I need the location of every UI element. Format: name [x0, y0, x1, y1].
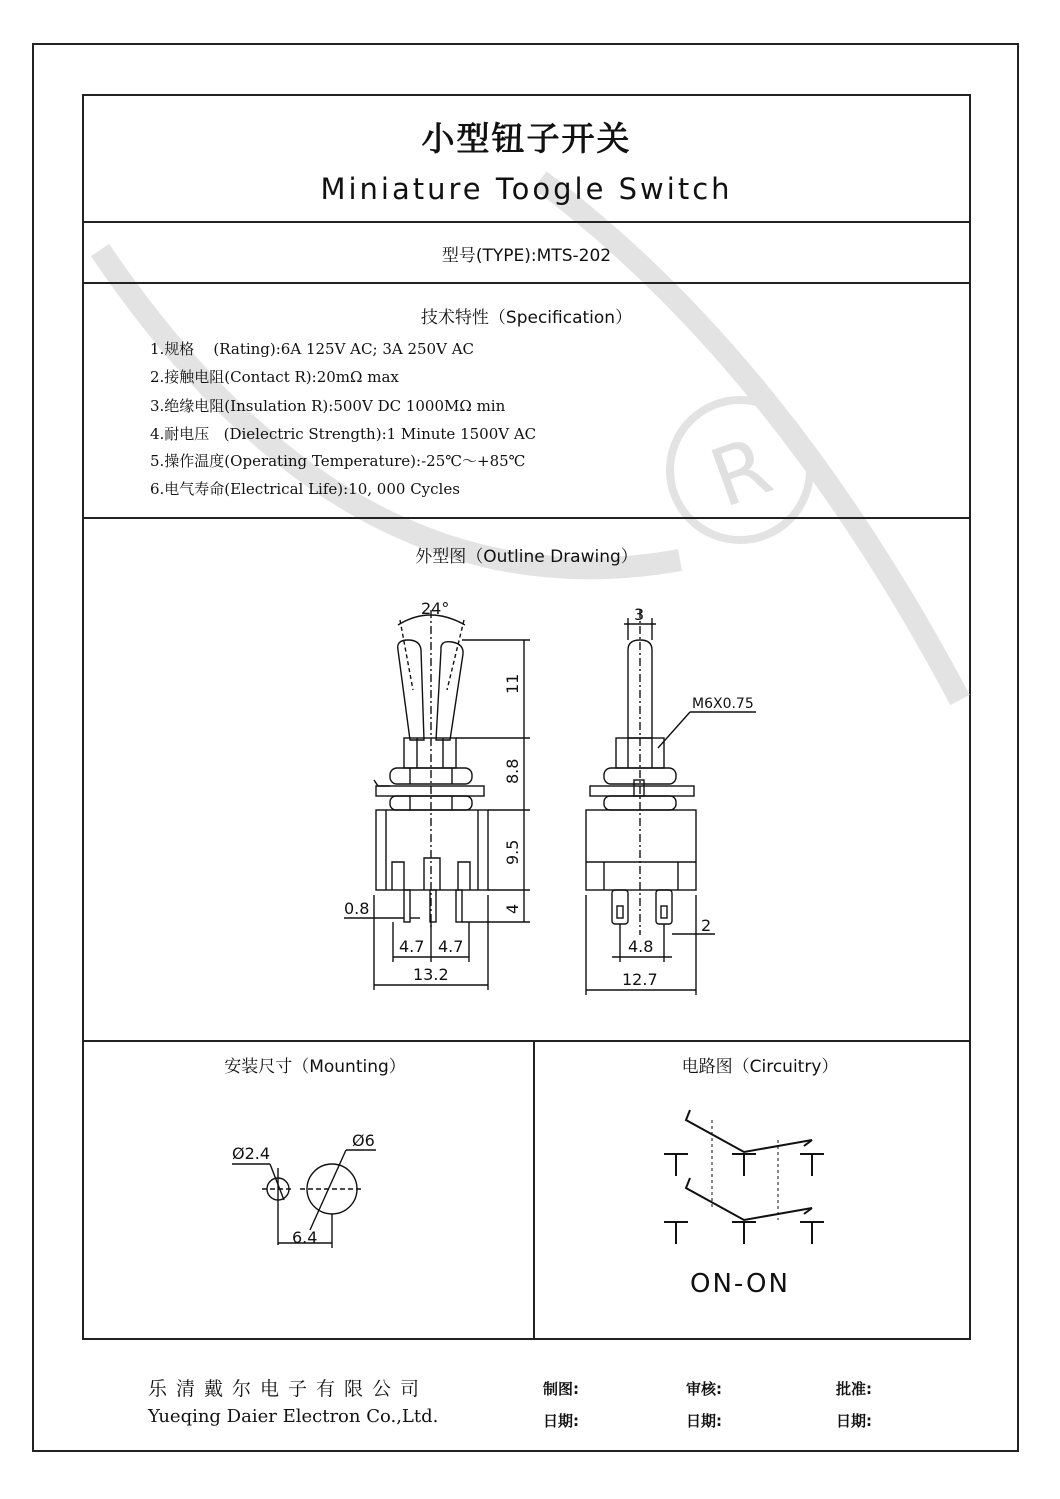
spec-contact-r: 2.接触电阻(Contact R):20mΩ max	[150, 368, 399, 386]
company-name-chinese: 乐清戴尔电子有限公司	[148, 1378, 429, 1400]
spec-life: 6.电气寿命(Electrical Life):10, 000 Cycles	[150, 480, 460, 498]
dim-thread: M6X0.75	[692, 696, 754, 712]
dim-pitch-right: 4.7	[438, 937, 464, 956]
spec-insulation-r: 3.绝缘电阻(Insulation R):500V DC 1000MΩ min	[150, 397, 506, 415]
dim-pin-height: 4	[503, 903, 522, 914]
type-label: 型号(TYPE):MTS-202	[441, 246, 612, 266]
circuit-heading: 电路图（Circuitry）	[681, 1057, 839, 1077]
dim-pitch-side: 4.8	[628, 937, 654, 956]
dim-lever-width: 3	[634, 605, 645, 624]
dim-pin-thickness: 2	[701, 916, 712, 935]
approved-by-label: 批准:	[836, 1380, 872, 1398]
checked-by-label: 审核:	[686, 1380, 722, 1398]
dim-pin-width: 0.8	[344, 899, 370, 918]
date-drawn-label: 日期:	[543, 1412, 579, 1430]
spec-dielectric: 4.耐电压 (Dielectric Strength):1 Minute 1500V AC	[150, 425, 537, 443]
circuit-label: ON-ON	[690, 1269, 790, 1299]
dim-side-width: 12.7	[622, 970, 658, 989]
date-approved-label: 日期:	[836, 1412, 872, 1430]
registered-mark-letter: R	[698, 419, 783, 526]
title-english: Miniature Toogle Switch	[320, 172, 733, 206]
date-checked-label: 日期:	[686, 1412, 722, 1430]
dim-hole-spacing: 6.4	[292, 1228, 318, 1247]
dim-big-hole: Ø6	[352, 1131, 375, 1150]
dim-small-hole: Ø2.4	[232, 1144, 271, 1163]
dim-body-height: 9.5	[503, 839, 522, 865]
dim-front-width: 13.2	[413, 965, 449, 984]
mounting-heading: 安装尺寸（Mounting）	[224, 1057, 406, 1077]
spec-heading: 技术特性（Specification）	[420, 308, 633, 328]
drawn-by-label: 制图:	[543, 1380, 579, 1398]
title-chinese: 小型钮子开关	[421, 119, 632, 158]
dim-bushing-height: 8.8	[503, 758, 522, 784]
spec-temperature: 5.操作温度(Operating Temperature):-25℃～+85℃	[150, 452, 526, 470]
spec-rating: 1.规格 (Rating):6A 125V AC; 3A 250V AC	[150, 340, 475, 358]
dim-pitch-left: 4.7	[399, 937, 425, 956]
dim-angle: 24°	[421, 599, 450, 618]
outline-heading: 外型图（Outline Drawing）	[415, 547, 638, 567]
company-name-english: Yueqing Daier Electron Co.,Ltd.	[148, 1406, 439, 1427]
dim-lever-height: 11	[503, 673, 522, 694]
